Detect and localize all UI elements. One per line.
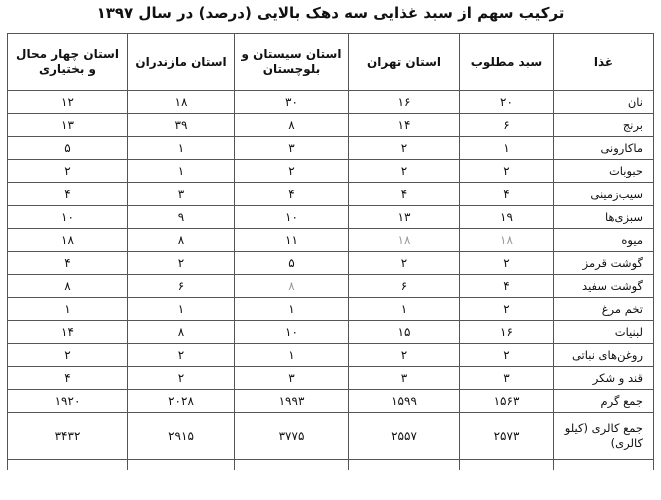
value-cell: ۴ <box>460 275 554 298</box>
food-name-cell: گوشت قرمز <box>554 252 654 275</box>
value-cell: ۴ <box>8 183 128 206</box>
value-cell: ۱۱ <box>235 229 349 252</box>
value-cell: ۱۹۹۳ <box>235 390 349 413</box>
value-cell: ۲۵۵۷ <box>349 413 460 460</box>
value-cell: ۸ <box>128 229 235 252</box>
value-cell: ۱۹ <box>460 206 554 229</box>
food-name-cell: ماکارونی <box>554 137 654 160</box>
table-row <box>8 160 654 183</box>
cut-off-cell <box>8 460 128 471</box>
value-cell: ۳ <box>128 183 235 206</box>
value-cell: ۱ <box>128 137 235 160</box>
value-cell: ۱۸ <box>460 229 554 252</box>
food-basket-table <box>7 33 654 470</box>
value-cell: ۱۰ <box>8 206 128 229</box>
cut-off-row <box>8 460 654 471</box>
table-row <box>8 390 654 413</box>
food-name-cell: جمع گرم <box>554 390 654 413</box>
table-row <box>8 114 654 137</box>
value-cell: ۲۹۱۵ <box>128 413 235 460</box>
value-cell: ۳ <box>235 367 349 390</box>
value-cell: ۱ <box>128 298 235 321</box>
value-cell: ۸ <box>235 114 349 137</box>
value-cell: ۱۸ <box>128 91 235 114</box>
food-name-cell: روغن‌های نباتی <box>554 344 654 367</box>
table-row <box>8 321 654 344</box>
value-cell: ۲ <box>460 344 554 367</box>
value-cell: ۳۷۷۵ <box>235 413 349 460</box>
value-cell: ۴ <box>8 252 128 275</box>
value-cell: ۵ <box>235 252 349 275</box>
value-cell: ۱۲ <box>8 91 128 114</box>
table-row <box>8 298 654 321</box>
table-row <box>8 275 654 298</box>
table-row <box>8 91 654 114</box>
value-cell: ۸ <box>235 275 349 298</box>
value-cell: ۱۶ <box>349 91 460 114</box>
value-cell: ۲ <box>349 252 460 275</box>
cut-off-cell <box>128 460 235 471</box>
value-cell: ۲ <box>349 137 460 160</box>
value-cell: ۲ <box>460 252 554 275</box>
food-name-cell: حبوبات <box>554 160 654 183</box>
value-cell: ۱ <box>460 137 554 160</box>
table-row <box>8 206 654 229</box>
value-cell: ۲ <box>349 160 460 183</box>
value-cell: ۱۰ <box>235 321 349 344</box>
value-cell: ۴ <box>349 183 460 206</box>
value-cell: ۲ <box>349 344 460 367</box>
value-cell: ۴ <box>8 367 128 390</box>
header-tehran: استان تهران <box>349 34 460 91</box>
food-name-cell: قند و شکر <box>554 367 654 390</box>
food-name-cell: سیب‌زمینی <box>554 183 654 206</box>
value-cell: ۲۵۷۳ <box>460 413 554 460</box>
value-cell: ۱۵۹۹ <box>349 390 460 413</box>
header-mazandaran: استان مازندران <box>128 34 235 91</box>
value-cell: ۲ <box>460 160 554 183</box>
value-cell: ۳ <box>235 137 349 160</box>
value-cell: ۱ <box>235 344 349 367</box>
value-cell: ۳۰ <box>235 91 349 114</box>
value-cell: ۱۸ <box>349 229 460 252</box>
cut-off-cell <box>349 460 460 471</box>
value-cell: ۱۳ <box>349 206 460 229</box>
food-name-cell: جمع کالری (کیلو کالری) <box>554 413 654 460</box>
value-cell: ۲ <box>8 160 128 183</box>
food-name-cell: گوشت سفید <box>554 275 654 298</box>
table-body <box>8 91 654 471</box>
value-cell: ۱۰ <box>235 206 349 229</box>
table-title: ترکیب سهم از سبد غذایی سه دهک بالایی (درصد) در سال ۱۳۹۷ <box>96 4 565 22</box>
header-ideal-basket: سبد مطلوب <box>460 34 554 91</box>
cut-off-cell <box>554 460 654 471</box>
value-cell: ۶ <box>128 275 235 298</box>
value-cell: ۲ <box>235 160 349 183</box>
header-row <box>8 34 654 91</box>
value-cell: ۱۴ <box>8 321 128 344</box>
value-cell: ۲ <box>8 344 128 367</box>
value-cell: ۱۴ <box>349 114 460 137</box>
value-cell: ۱ <box>128 160 235 183</box>
value-cell: ۹ <box>128 206 235 229</box>
value-cell: ۱ <box>8 298 128 321</box>
value-cell: ۱۵۶۳ <box>460 390 554 413</box>
value-cell: ۳ <box>460 367 554 390</box>
value-cell: ۲۰ <box>460 91 554 114</box>
value-cell: ۱ <box>349 298 460 321</box>
value-cell: ۲۰۲۸ <box>128 390 235 413</box>
value-cell: ۳ <box>349 367 460 390</box>
table-row <box>8 183 654 206</box>
value-cell: ۲ <box>128 367 235 390</box>
food-name-cell: سبزی‌ها <box>554 206 654 229</box>
table-row <box>8 367 654 390</box>
value-cell: ۱۶ <box>460 321 554 344</box>
value-cell: ۲ <box>128 344 235 367</box>
value-cell: ۱۵ <box>349 321 460 344</box>
value-cell: ۱۸ <box>8 229 128 252</box>
value-cell: ۲ <box>460 298 554 321</box>
value-cell: ۳۹ <box>128 114 235 137</box>
food-name-cell: تخم مرغ <box>554 298 654 321</box>
food-name-cell: نان <box>554 91 654 114</box>
table-row <box>8 229 654 252</box>
value-cell: ۴ <box>235 183 349 206</box>
food-name-cell: لبنیات <box>554 321 654 344</box>
header-chaharmahal-bakhtiari: استان چهار محال و بختیاری <box>8 34 128 91</box>
value-cell: ۳۴۳۲ <box>8 413 128 460</box>
header-food: غذا <box>554 34 654 91</box>
value-cell: ۱ <box>235 298 349 321</box>
value-cell: ۶ <box>349 275 460 298</box>
table-row <box>8 252 654 275</box>
value-cell: ۱۹۲۰ <box>8 390 128 413</box>
header-sistan-baluchestan: استان سیستان و بلوچستان <box>235 34 349 91</box>
table-row <box>8 344 654 367</box>
value-cell: ۸ <box>128 321 235 344</box>
value-cell: ۶ <box>460 114 554 137</box>
value-cell: ۴ <box>460 183 554 206</box>
value-cell: ۸ <box>8 275 128 298</box>
value-cell: ۵ <box>8 137 128 160</box>
value-cell: ۲ <box>128 252 235 275</box>
food-name-cell: برنج <box>554 114 654 137</box>
table-row <box>8 137 654 160</box>
cut-off-cell <box>235 460 349 471</box>
cut-off-cell <box>460 460 554 471</box>
food-name-cell: میوه <box>554 229 654 252</box>
table-row <box>8 413 654 460</box>
value-cell: ۱۳ <box>8 114 128 137</box>
